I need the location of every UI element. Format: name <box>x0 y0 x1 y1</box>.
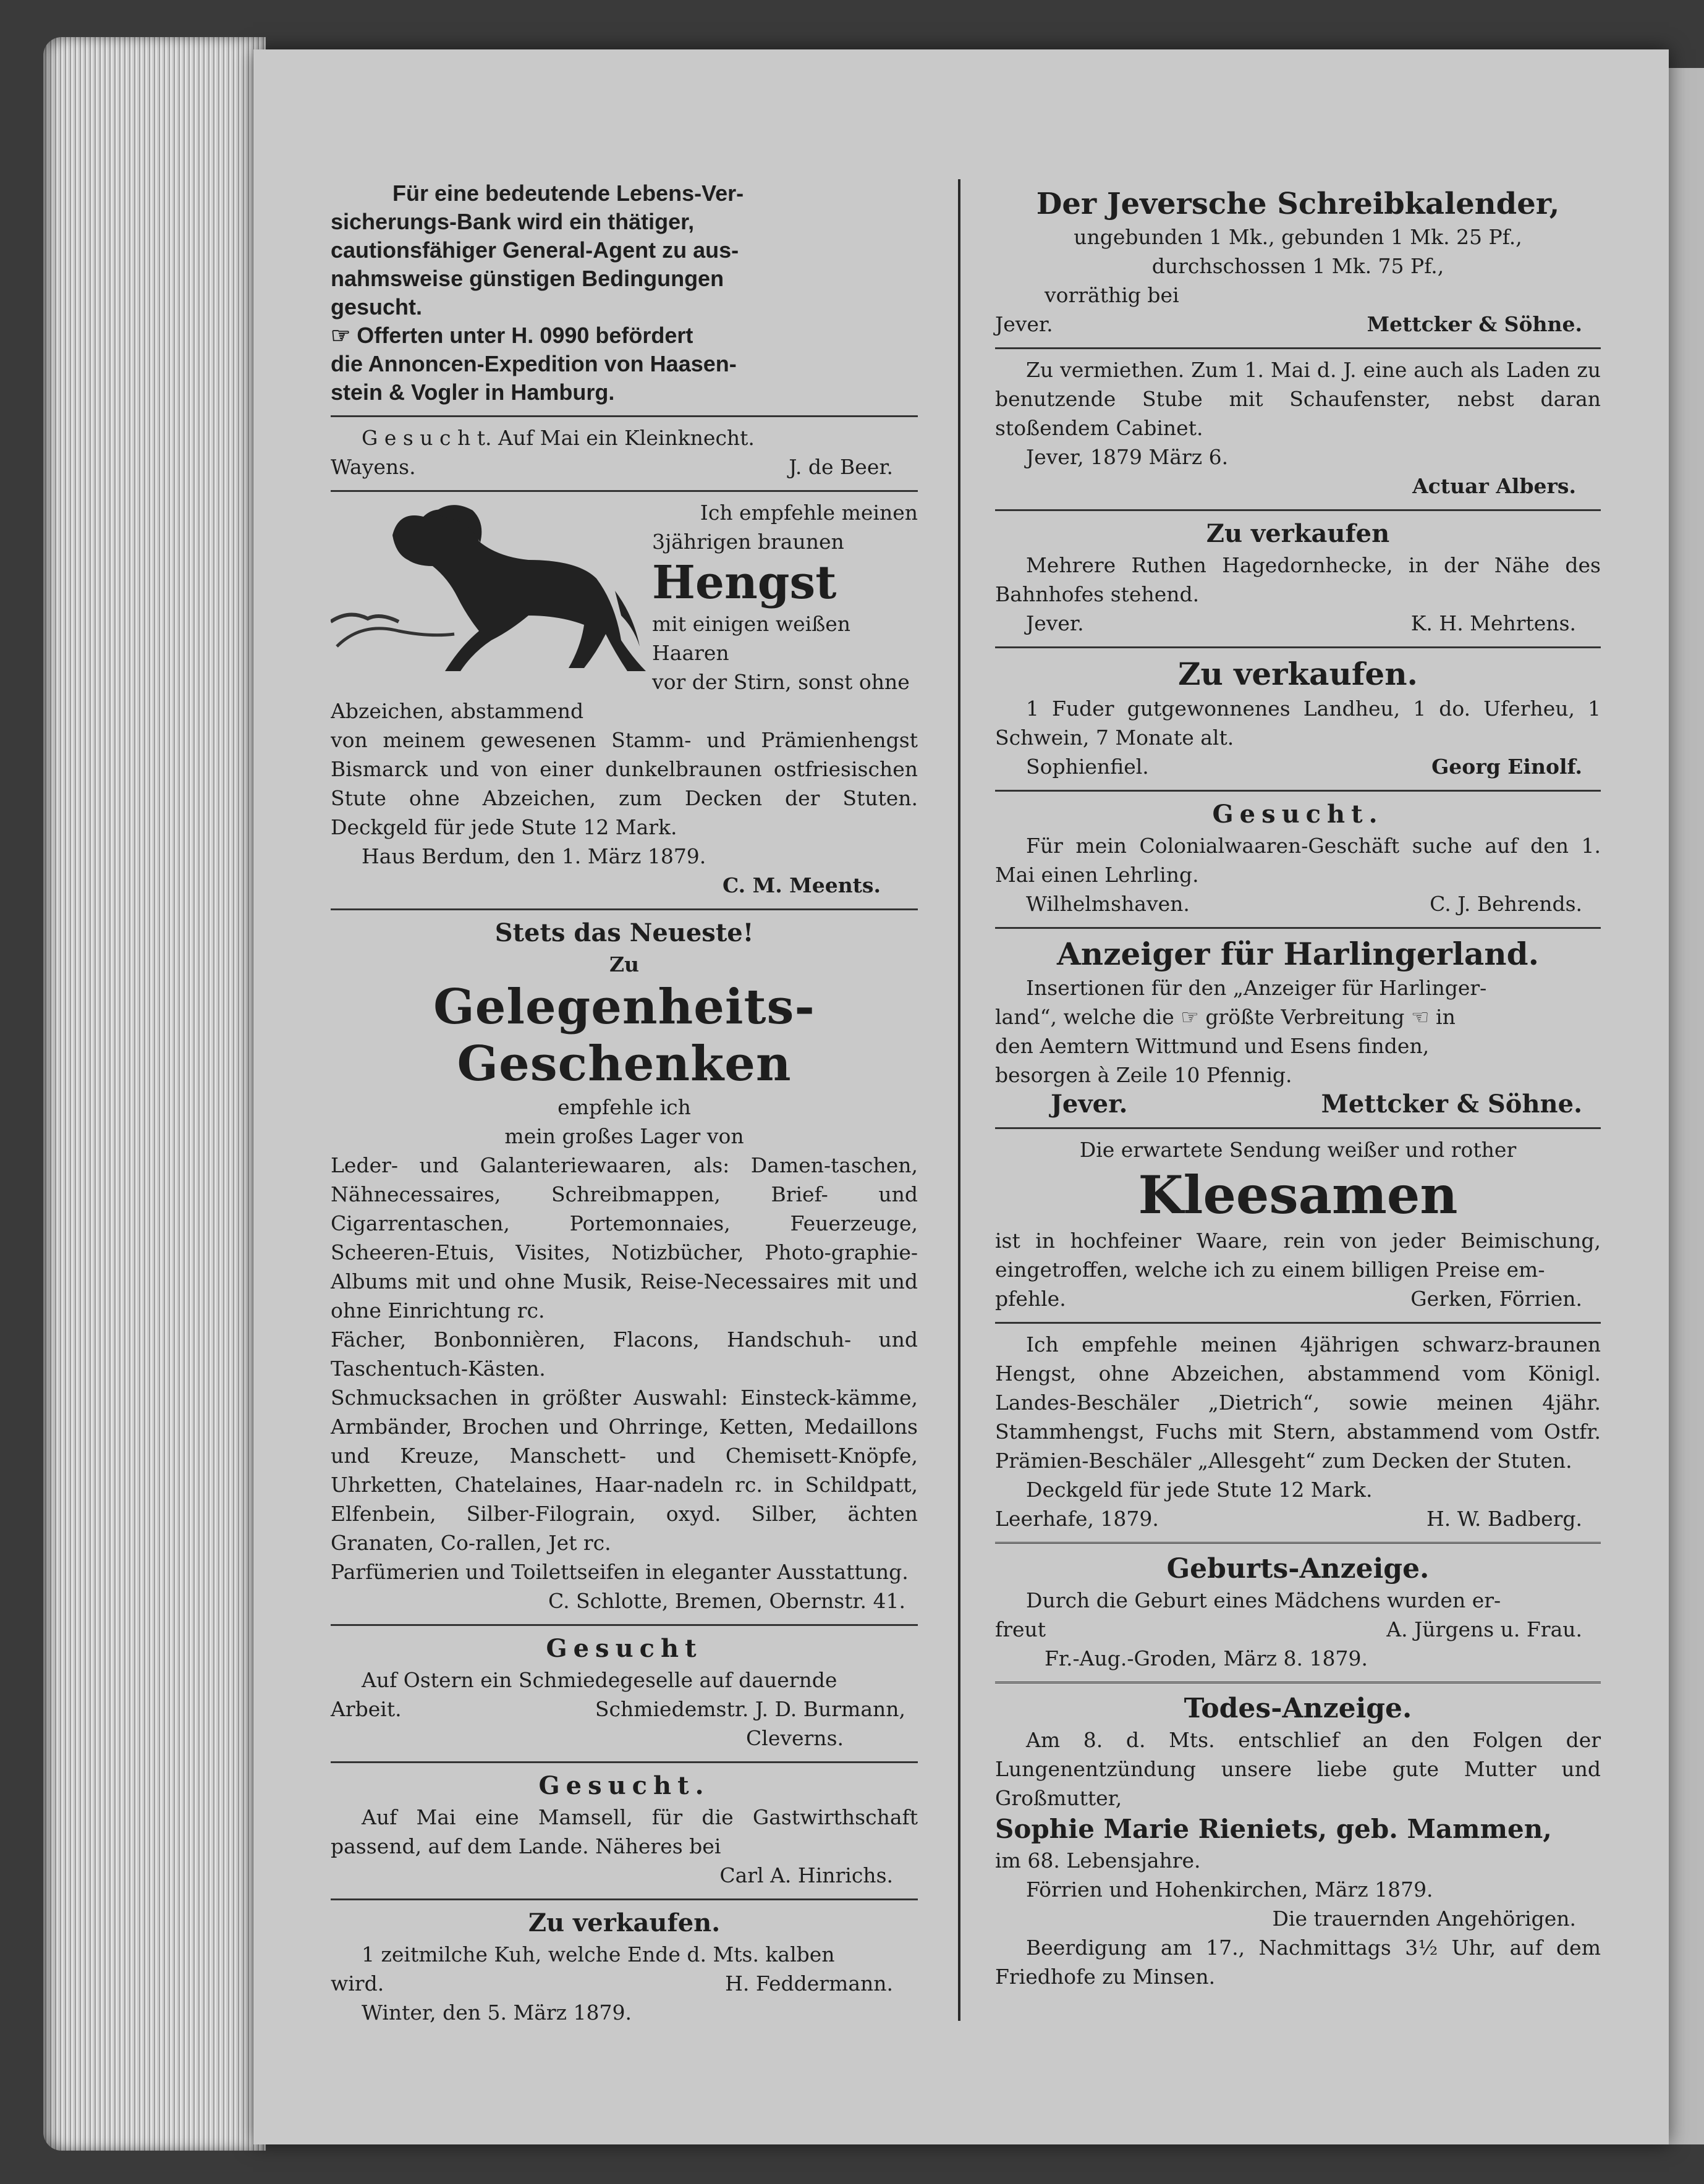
ad-stallion-badberg <box>995 1327 1601 1538</box>
ad-badberg-text: Ich empfehle meinen 4jährigen schwarz-braunen Hengst, ohne Abzeichen, abstammend vom Königl. Landes-Beschäler „Dietrich“, sowie meinen 4jähr. Stammhengst, Fuchs mit Stern, abstammend vom Ostfr. Prämien-Beschäler „Allesgeht“ zum Decken der Stuten. <box>995 1332 1601 1473</box>
separator <box>995 509 1601 511</box>
ad-gifts-headline: Gelegenheits-Geschenken <box>433 979 815 1092</box>
ad-clover-headline: Kleesamen <box>1138 1164 1458 1225</box>
left-column <box>331 124 918 2025</box>
right-column <box>995 124 1601 2015</box>
ad-stallion-hengst <box>331 496 918 905</box>
ad-gifts-sub-2: mein großes Lager von <box>504 1124 744 1148</box>
ad-clover-signature <box>995 1284 1601 1313</box>
separator <box>995 927 1601 929</box>
ad-hay-signature <box>995 752 1601 781</box>
ad-harlingerland-line-2c: in <box>1436 1005 1456 1029</box>
ad-stallion-intro-2: 3jährigen braunen <box>652 530 844 554</box>
ad-hay-headline: Zu verkaufen. <box>1178 656 1418 692</box>
ad-room-name: Actuar Albers. <box>1412 474 1576 498</box>
ad-gifts-schlotte <box>331 914 918 1620</box>
separator <box>995 1682 1601 1686</box>
ad-schreibkalender <box>995 124 1601 344</box>
ad-stallion-headline: Hengst <box>652 556 837 609</box>
ad-insurance-line-1: Für eine bedeutende Lebens-Ver- <box>392 180 744 206</box>
ad-room-dateline: Jever, 1879 März 6. <box>1026 445 1229 469</box>
ad-harlingerland-line-1: Insertionen für den „Anzeiger für Harlinger- <box>1026 976 1487 1000</box>
separator <box>331 1761 918 1763</box>
ad-birth-text: Durch die Geburt eines Mädchens wurden er- <box>1026 1588 1501 1612</box>
separator <box>995 790 1601 792</box>
ad-stallion-dateline: Haus Berdum, den 1. März 1879. <box>362 844 706 868</box>
ad-insurance-agent <box>331 124 918 412</box>
ad-insurance-line-8: stein & Vogler in Hamburg. <box>331 379 615 405</box>
ad-birth-name: A. Jürgens u. Frau. <box>1386 1617 1582 1641</box>
ad-hedge-place: Jever. <box>1026 611 1084 635</box>
ad-cow-headline: Zu verkaufen. <box>528 1908 721 1937</box>
ad-stallion-line-1: mit einigen weißen Haaren <box>652 612 851 665</box>
ad-blacksmith-text-2: Arbeit. <box>331 1697 402 1721</box>
ad-gifts-sub-1: empfehle ich <box>557 1095 691 1119</box>
ad-mamsell-headline: Gesucht. <box>538 1771 710 1800</box>
ad-harlingerland-line-4: besorgen à Zeile 10 Pfennig. <box>995 1063 1292 1087</box>
ad-harlingerland-place: Jever. <box>1051 1090 1128 1119</box>
book-page-edges <box>43 37 266 2151</box>
ad-apprentice-headline: Gesucht. <box>1212 800 1384 829</box>
separator <box>331 415 918 417</box>
ad-gifts-fans: Fächer, Bonbonnièren, Flacons, Handschuh- und Taschentuch-Kästen. <box>331 1327 918 1381</box>
ad-insurance-line-7: die Annoncen-Expedition von Haasen- <box>331 351 737 376</box>
ad-blacksmith-headline: Gesucht <box>546 1634 703 1663</box>
ad-apprentice-text: Für mein Colonialwaaren-Geschäft suche auf den 1. Mai einen Lehrling. <box>995 834 1601 887</box>
ad-blacksmith-name: Schmiedemstr. J. D. Burmann, <box>595 1697 905 1721</box>
ad-badberg-place: Leerhafe, 1879. <box>995 1507 1159 1531</box>
ad-mamsell-wanted <box>331 1767 918 1895</box>
horse-illustration <box>331 498 646 677</box>
ad-death-age: im 68. Lebensjahre. <box>995 1848 1201 1873</box>
ad-kalender-signature <box>995 310 1601 339</box>
ad-farmhand-name: J. de Beer. <box>789 455 893 479</box>
ad-badberg-signature <box>995 1504 1601 1533</box>
column-divider <box>958 179 960 2021</box>
ad-death-announcement <box>995 1690 1601 1996</box>
ad-death-mourners: Die trauernden Angehörigen. <box>1272 1907 1576 1931</box>
ad-hay-text: 1 Fuder gutgewonnenes Landheu, 1 do. Uferheu, 1 Schwein, 7 Monate alt. <box>995 696 1601 750</box>
ad-death-name: Sophie Marie Rieniets, geb. Mammen, <box>995 1814 1552 1844</box>
ad-blacksmith-signature <box>331 1695 918 1724</box>
ad-kalender-name: Mettcker & Söhne. <box>1367 312 1582 336</box>
ad-stallion-line-3: Abzeichen, abstammend <box>331 699 584 723</box>
ad-apprentice-wanted <box>995 795 1601 923</box>
ad-hedge-for-sale <box>995 515 1601 643</box>
ad-birth-headline: Geburts-Anzeige. <box>1166 1553 1430 1585</box>
ad-insurance-offer-line: Offerten unter H. 0990 befördert <box>357 323 693 348</box>
next-page-edge <box>1669 68 1704 2144</box>
ad-death-headline: Todes-Anzeige. <box>1184 1693 1412 1724</box>
separator <box>995 1127 1601 1129</box>
ad-hedge-signature <box>995 609 1601 638</box>
ad-apprentice-signature <box>995 889 1601 918</box>
ad-harlingerland-line-2b: größte Verbreitung <box>1205 1005 1405 1029</box>
pointing-hand-left-icon: ☜ <box>1410 1005 1430 1029</box>
ad-hedge-text: Mehrere Ruthen Hagedornhecke, in der Nähe des Bahnhofes stehend. <box>995 553 1601 606</box>
ad-cow-text-2: wird. <box>331 1971 384 1996</box>
ad-cow-dateline: Winter, den 5. März 1879. <box>362 2000 632 2025</box>
separator <box>331 490 918 492</box>
ad-insurance-line-3: cautionsfähiger General-Agent zu aus- <box>331 237 739 263</box>
ad-insurance-line-5: gesucht. <box>331 294 423 320</box>
ad-gifts-zu: Zu <box>609 952 640 976</box>
ad-farmhand-wanted <box>331 421 918 486</box>
ad-birth-signature <box>995 1615 1601 1644</box>
ad-gifts-top: Stets das Neueste! <box>494 918 754 947</box>
separator <box>331 1624 918 1626</box>
ad-harlingerland <box>995 933 1601 1124</box>
ad-gifts-leather: Leder- und Galanteriewaaren, als: Damen-taschen, Nähnecessaires, Schreibmappen, Brief- und Cigarrentaschen, Portemonnaies, Feuerzeuge, Scheeren-Etuis, Visites, Notizbücher, Photo-graphie-Albums mit und ohne Musik, Reise-Necessaires mit und ohne Einrichtung rc. <box>331 1153 918 1323</box>
ad-kalender-headline: Der Jeversche Schreibkalender, <box>1036 187 1560 221</box>
ad-cow-for-sale <box>331 1904 918 2032</box>
ad-mamsell-name: Carl A. Hinrichs. <box>719 1863 893 1887</box>
ad-clover-text: ist in hochfeiner Waare, rein von jeder Beimischung, eingetroffen, welche ich zu einem billigen Preise em- <box>995 1229 1601 1282</box>
separator <box>995 1322 1601 1324</box>
ad-room-for-rent <box>995 353 1601 506</box>
ad-harlingerland-headline: Anzeiger für Harlingerland. <box>1056 936 1540 972</box>
ad-farmhand-signature <box>331 452 918 481</box>
ad-insurance-line-6 <box>331 321 918 350</box>
ad-harlingerland-line-2a: land“, welche die <box>995 1005 1174 1029</box>
ad-apprentice-name: C. J. Behrends. <box>1430 892 1582 916</box>
separator <box>995 1542 1601 1546</box>
ad-hedge-name: K. H. Mehrtens. <box>1410 611 1576 635</box>
separator <box>995 646 1601 648</box>
ad-room-text: Zu vermiethen. Zum 1. Mai d. J. eine auch als Laden zu benutzende Stube mit Schaufenster, nebst daran stoßendem Cabinet. <box>995 358 1601 440</box>
ad-death-dateline: Förrien und Hohenkirchen, März 1879. <box>1026 1877 1433 1902</box>
ad-cow-signature <box>331 1969 918 1998</box>
ad-apprentice-place: Wilhelmshaven. <box>1026 892 1190 916</box>
ad-cow-text: 1 zeitmilche Kuh, welche Ende d. Mts. kalben <box>362 1942 835 1966</box>
ad-death-funeral: Beerdigung am 17., Nachmittags 3½ Uhr, auf dem Friedhofe zu Minsen. <box>995 1936 1601 1989</box>
ad-gifts-perfume: Parfümerien und Toilettseifen in eleganter Ausstattung. <box>331 1560 909 1584</box>
separator <box>331 1898 918 1900</box>
ad-cow-name: H. Feddermann. <box>725 1971 893 1996</box>
ad-stallion-name: C. M. Meents. <box>723 873 881 897</box>
ad-kalender-place: Jever. <box>995 312 1053 336</box>
ad-kalender-line-2: durchschossen 1 Mk. 75 Pf., <box>1151 254 1444 278</box>
pointing-hand-right-icon: ☞ <box>1181 1005 1199 1029</box>
ad-blacksmith-place: Cleverns. <box>746 1726 844 1750</box>
ad-blacksmith-text: Auf Ostern ein Schmiedegeselle auf dauernde <box>362 1668 837 1692</box>
ad-death-text: Am 8. d. Mts. entschlief an den Folgen der Lungenentzündung unsere liebe gute Mutter und Großmutter, <box>995 1728 1601 1810</box>
ad-insurance-line-2: sicherungs-Bank wird ein thätiger, <box>331 209 695 234</box>
ad-hay-name: Georg Einolf. <box>1431 755 1582 779</box>
ad-birth-freut: freut <box>995 1617 1046 1641</box>
ad-kalender-line-3: vorräthig bei <box>1045 283 1179 307</box>
ad-stallion-intro-1: Ich empfehle meinen <box>700 501 918 525</box>
ad-clover-name: Gerken, Förrien. <box>1410 1287 1582 1311</box>
separator <box>331 908 918 910</box>
ad-harlingerland-signature <box>995 1090 1601 1119</box>
pointing-hand-icon: ☞ <box>331 323 351 348</box>
ad-harlingerland-line-3: den Aemtern Wittmund und Esens finden, <box>995 1034 1430 1058</box>
ad-clover-intro: Die erwartete Sendung weißer und rother <box>1079 1138 1517 1162</box>
ad-blacksmith-wanted <box>331 1630 918 1758</box>
ad-clover-seed <box>995 1133 1601 1318</box>
ad-badberg-name: H. W. Badberg. <box>1426 1507 1582 1531</box>
ad-harlingerland-line-2 <box>995 1002 1601 1031</box>
ad-farmhand-place: Wayens. <box>331 455 416 479</box>
ad-badberg-fee: Deckgeld für jede Stute 12 Mark. <box>1026 1478 1373 1502</box>
ad-insurance-line-4: nahmsweise günstigen Bedingungen <box>331 266 724 291</box>
ad-harlingerland-name: Mettcker & Söhne. <box>1321 1090 1582 1119</box>
ad-gifts-signature: C. Schlotte, Bremen, Obernstr. 41. <box>548 1589 905 1613</box>
ad-hay-for-sale <box>995 652 1601 786</box>
ad-clover-last: pfehle. <box>995 1287 1066 1311</box>
ad-stallion-line-2: vor der Stirn, sonst ohne <box>652 670 910 694</box>
horse-icon <box>331 498 646 677</box>
ad-hay-place: Sophienfiel. <box>1026 755 1149 779</box>
ad-mamsell-text: Auf Mai eine Mamsell, für die Gastwirthschaft passend, auf dem Lande. Näheres bei <box>331 1805 918 1858</box>
ad-gifts-jewelry: Schmucksachen in größter Auswahl: Einsteck-kämme, Armbänder, Brochen und Ohrringe, Ketten, Medaillons und Kreuze, Manschett- und Chemisett-Knöpfe, Uhrketten, Chatelaines, Haar-nadeln rc. in Schildpatt, Elfenbein, Silber-Filograin, oxyd. Silber, ächten Granaten, Co-rallen, Jet rc. <box>331 1386 918 1555</box>
ad-birth-dateline: Fr.-Aug.-Groden, März 8. 1879. <box>1045 1646 1368 1670</box>
ad-stallion-body: von meinem gewesenen Stamm- und Prämienhengst Bismarck und von einer dunkelbraunen ostfriesischen Stute ohne Abzeichen, zum Decken der Stuten. Deckgeld für jede Stute 12 Mark. <box>331 728 918 839</box>
separator <box>995 347 1601 349</box>
ad-farmhand-text: G e s u c h t. Auf Mai ein Kleinknecht. <box>362 426 755 450</box>
ad-hedge-headline: Zu verkaufen <box>1206 519 1390 548</box>
ad-kalender-line-1: ungebunden 1 Mk., gebunden 1 Mk. 25 Pf., <box>1074 225 1522 249</box>
ad-birth-announcement <box>995 1550 1601 1678</box>
